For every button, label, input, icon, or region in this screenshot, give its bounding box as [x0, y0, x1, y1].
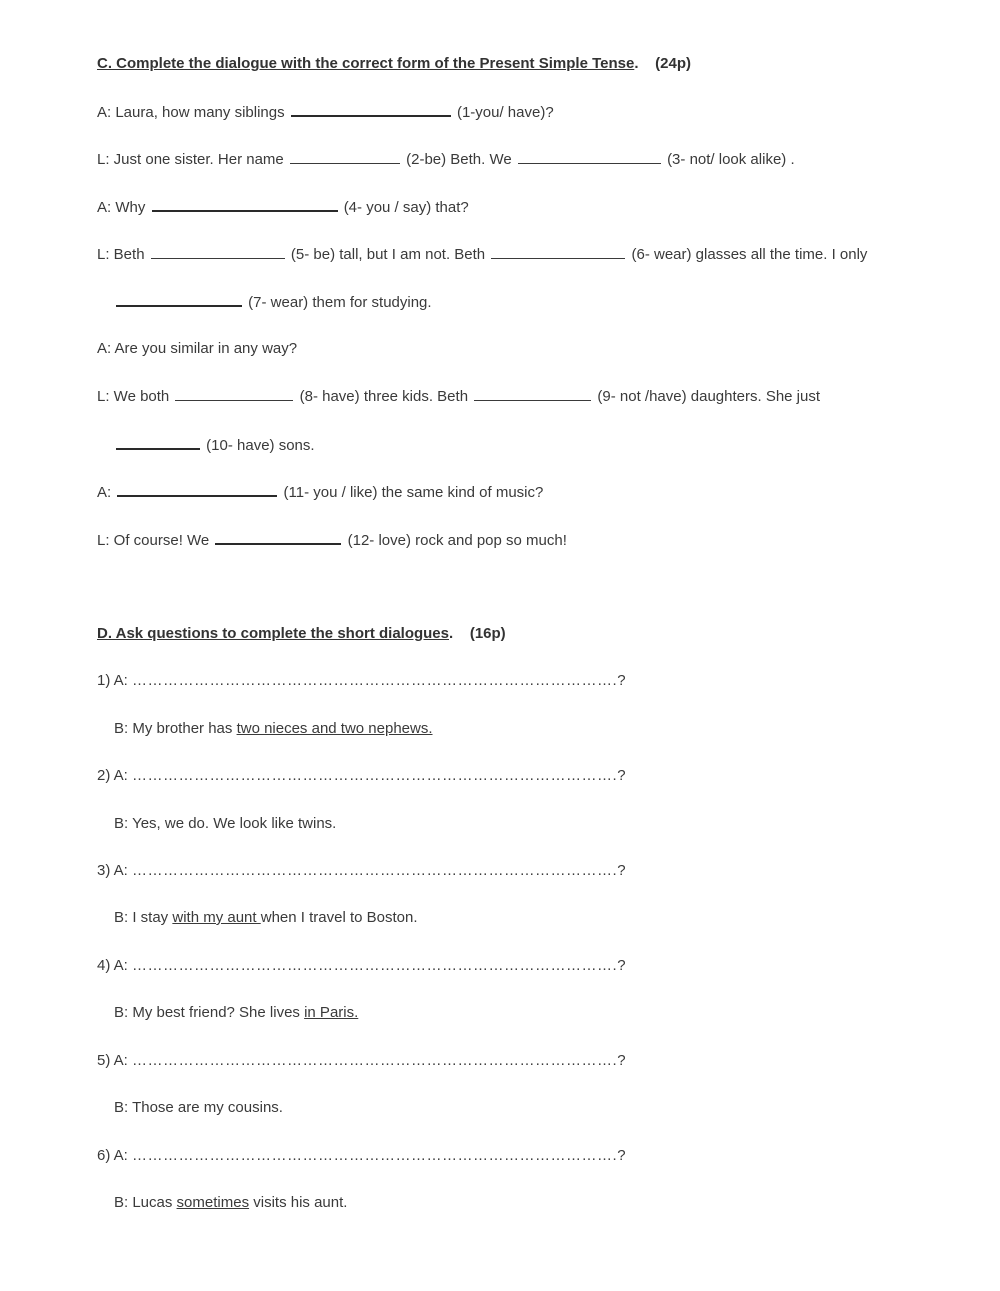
answer-dots-6[interactable]: ………………………………………………………………………………….? — [132, 1147, 627, 1164]
answer-blank-9[interactable] — [474, 386, 591, 401]
question-label: 6) A: — [97, 1147, 128, 1164]
line-hint: (4- you / say) that? — [343, 199, 469, 216]
line-text: L: Of course! We — [97, 532, 210, 549]
underlined-phrase: sometimes — [176, 1194, 250, 1211]
answer-blank-8[interactable] — [175, 386, 293, 401]
answer-text: B: My brother has — [114, 720, 237, 737]
question-1 — [97, 671, 626, 691]
answer-dots-3[interactable]: ………………………………………………………………………………….? — [132, 862, 627, 879]
underlined-phrase: two nieces and two nephews. — [236, 720, 433, 737]
answer-blank-12[interactable] — [215, 529, 341, 545]
question-2 — [97, 766, 626, 786]
line-hint: (2-be) Beth. We — [406, 151, 512, 168]
question-label: 5) A: — [97, 1052, 128, 1069]
answer-6 — [114, 1193, 347, 1213]
dialogue-line-7 — [97, 386, 820, 407]
line-text: A: Why — [97, 199, 146, 216]
question-4 — [97, 956, 626, 976]
answer-blank-11[interactable] — [117, 481, 277, 497]
answer-blank-10[interactable] — [116, 434, 200, 450]
answer-blank-2[interactable] — [290, 149, 400, 164]
section-d-heading — [97, 624, 506, 644]
answer-text: B: Yes, we do. We look like twins. — [114, 815, 337, 832]
dialogue-line-1 — [97, 101, 554, 123]
line-text: L: Beth — [97, 246, 145, 263]
dialogue-line-2 — [97, 149, 795, 170]
line-text: L: We both — [97, 388, 170, 405]
answer-5 — [114, 1098, 283, 1118]
question-6 — [97, 1146, 626, 1166]
answer-dots-1[interactable]: ………………………………………………………………………………….? — [132, 672, 627, 689]
answer-text: B: My best friend? She lives — [114, 1004, 305, 1021]
line-hint: (5- be) tall, but I am not. Beth — [290, 246, 486, 263]
line-text: A: Are you similar in any way? — [97, 340, 298, 357]
line-hint: (6- wear) glasses all the time. I only — [631, 246, 868, 263]
dialogue-line-5 — [114, 291, 432, 313]
answer-blank-3[interactable] — [518, 149, 661, 164]
section-c-points: . (24p) — [634, 55, 691, 72]
line-hint: (8- have) three kids. Beth — [299, 388, 469, 405]
answer-text: B: Those are my cousins. — [114, 1099, 283, 1116]
line-hint: (1-you/ have)? — [456, 104, 554, 121]
answer-dots-4[interactable]: ………………………………………………………………………………….? — [132, 957, 627, 974]
answer-blank-4[interactable] — [152, 196, 338, 212]
answer-3 — [114, 908, 418, 928]
line-text: A: — [97, 484, 112, 501]
line-text: A: Laura, how many siblings — [97, 104, 285, 121]
answer-text-end: when I travel to Boston. — [260, 909, 418, 926]
question-3 — [97, 861, 626, 881]
line-hint: (9- not /have) daughters. She just — [597, 388, 821, 405]
question-5 — [97, 1051, 626, 1071]
dialogue-line-8 — [114, 434, 315, 456]
line-hint: (11- you / like) the same kind of music? — [283, 484, 544, 501]
underlined-phrase: with my aunt — [172, 909, 261, 926]
dialogue-line-6 — [97, 339, 297, 359]
answer-text-end: visits his aunt. — [249, 1194, 348, 1211]
answer-text: B: Lucas — [114, 1194, 177, 1211]
dialogue-line-10 — [97, 529, 567, 551]
answer-text: B: I stay — [114, 909, 173, 926]
answer-blank-6[interactable] — [491, 244, 625, 259]
section-d-title: D. Ask questions to complete the short dialogues — [97, 625, 449, 642]
answer-4 — [114, 1003, 358, 1023]
answer-blank-5[interactable] — [151, 244, 285, 259]
line-hint: (7- wear) them for studying. — [248, 294, 432, 311]
answer-blank-7[interactable] — [116, 291, 242, 307]
line-text: L: Just one sister. Her name — [97, 151, 284, 168]
answer-1 — [114, 719, 433, 739]
dialogue-line-3 — [97, 196, 469, 218]
section-d-points: . (16p) — [449, 625, 506, 642]
question-label: 3) A: — [97, 862, 128, 879]
line-hint: (3- not/ look alike) . — [667, 151, 795, 168]
line-hint: (10- have) sons. — [206, 437, 315, 454]
answer-blank-1[interactable] — [291, 101, 451, 117]
question-label: 4) A: — [97, 957, 128, 974]
answer-dots-5[interactable]: ………………………………………………………………………………….? — [132, 1052, 627, 1069]
answer-2 — [114, 814, 336, 834]
underlined-phrase: in Paris. — [304, 1004, 359, 1021]
dialogue-line-4 — [97, 244, 867, 265]
question-label: 2) A: — [97, 767, 128, 784]
answer-dots-2[interactable]: ………………………………………………………………………………….? — [132, 767, 627, 784]
line-hint: (12- love) rock and pop so much! — [347, 532, 567, 549]
section-c-title: C. Complete the dialogue with the correct form of the Present Simple Tense — [97, 55, 635, 72]
question-label: 1) A: — [97, 672, 128, 689]
dialogue-line-9 — [97, 481, 543, 503]
section-c-heading — [97, 54, 691, 74]
